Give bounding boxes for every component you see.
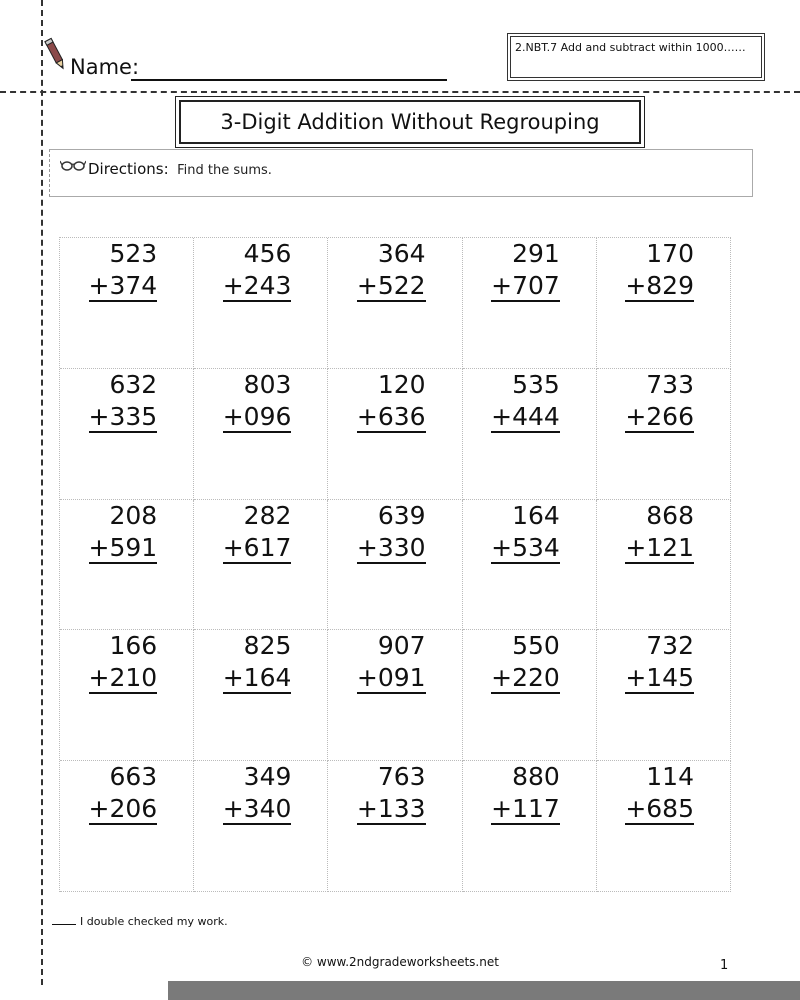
addend-bottom: +591 [88,532,158,562]
problem-cell [328,369,462,500]
addend-bottom: +206 [88,794,158,824]
addition-problem [223,238,292,302]
problem-cell [597,500,731,631]
cut-line-horizontal [0,91,800,93]
addend-bottom: +522 [356,271,426,300]
addition-problem [89,369,158,433]
addition-problem [223,630,292,694]
glasses-icon [60,158,86,172]
addition-problem [491,238,560,302]
addend-bottom: +220 [491,663,560,693]
addend-top: 120 [377,369,426,399]
addition-problem [223,500,292,564]
addend-top: 733 [646,369,694,399]
problem-cell [194,500,328,631]
addend-bottom: +374 [88,271,158,300]
addition-problem [625,761,694,825]
problem-cell [328,630,462,761]
directions-text: Find the sums. [177,163,272,178]
addend-bottom: +707 [491,271,560,300]
addend-bottom: +210 [88,663,158,693]
addition-problem [89,761,158,825]
addition-problem [223,369,292,433]
addend-bottom: +164 [222,663,292,693]
problem-cell [194,630,328,761]
standard-text: 2.NBT.7 Add and subtract within 1000…… [510,36,762,78]
addend-top: 825 [243,631,292,661]
addend-bottom: +133 [356,794,426,824]
addition-problem [625,369,694,433]
addend-top: 164 [512,500,560,530]
addend-bottom: +121 [625,532,694,562]
problem-cell [463,761,597,892]
addition-problem [357,761,426,825]
problem-cell [463,630,597,761]
problem-cell [328,238,462,369]
addend-bottom: +266 [625,401,694,431]
problem-cell [194,761,328,892]
problem-cell [60,500,194,631]
addend-bottom: +685 [625,794,694,824]
bottom-bar [168,981,800,1000]
problem-cell [463,369,597,500]
problem-cell [60,630,194,761]
problem-cell [597,369,731,500]
addend-bottom: +145 [625,663,694,693]
standard-box [507,33,765,81]
addend-bottom: +444 [491,401,560,431]
self-check-blank[interactable] [52,924,76,925]
addend-top: 166 [109,631,158,661]
addend-top: 907 [377,631,426,661]
addend-bottom: +617 [222,532,292,562]
addend-top: 632 [109,369,158,399]
addend-top: 880 [512,762,560,792]
addend-top: 803 [243,369,292,399]
addend-top: 456 [243,239,292,268]
addition-problem [223,761,292,825]
addend-top: 364 [377,239,426,268]
self-check-text: I double checked my work. [80,915,228,928]
addend-bottom: +091 [356,663,426,693]
addend-top: 550 [512,631,560,661]
addition-problem [625,238,694,302]
addend-top: 663 [109,762,158,792]
addition-problem [89,500,158,564]
problem-cell [60,369,194,500]
copyright-footer: © www.2ndgradeworksheets.net [301,955,499,969]
addend-bottom: +243 [222,271,292,300]
addend-top: 349 [243,762,292,792]
problem-cell [328,761,462,892]
problem-cell [463,500,597,631]
problem-cell [463,238,597,369]
addition-problem [357,630,426,694]
addend-bottom: +829 [625,271,694,300]
addition-problem [89,630,158,694]
addition-problem [491,761,560,825]
directions-box [49,149,753,197]
addend-top: 535 [512,369,560,399]
self-check [52,915,228,928]
addition-problem [491,630,560,694]
addend-bottom: +340 [222,794,292,824]
addition-problem [357,238,426,302]
problem-cell [597,238,731,369]
pencil-icon [44,36,68,72]
addition-problem [491,500,560,564]
addend-top: 282 [243,500,292,530]
addition-problem [357,500,426,564]
addition-problem [89,238,158,302]
addition-problem [625,500,694,564]
addend-top: 763 [377,762,426,792]
addend-bottom: +117 [491,794,560,824]
problem-grid [59,237,731,892]
addend-bottom: +335 [88,401,158,431]
addend-bottom: +330 [356,532,426,562]
addend-top: 523 [109,239,158,268]
addend-top: 114 [646,762,694,792]
problem-cell [597,630,731,761]
addend-bottom: +534 [491,532,560,562]
problem-cell [194,369,328,500]
addend-bottom: +636 [356,401,426,431]
problem-cell [60,238,194,369]
cut-line-vertical [41,0,43,985]
addition-problem [491,369,560,433]
name-field-line[interactable] [131,79,447,81]
addend-top: 208 [109,500,158,530]
page-number: 1 [720,958,729,973]
addend-bottom: +096 [222,401,292,431]
problem-cell [597,761,731,892]
page-title: 3-Digit Addition Without Regrouping [179,100,641,144]
addend-top: 291 [512,239,560,268]
addition-problem [357,369,426,433]
addend-top: 639 [377,500,426,530]
name-label: Name: [70,55,140,79]
addition-problem [625,630,694,694]
addend-top: 868 [646,500,694,530]
directions-label: Directions: [88,160,169,178]
title-box [175,96,645,148]
problem-cell [328,500,462,631]
problem-cell [60,761,194,892]
problem-cell [194,238,328,369]
addend-top: 732 [646,631,694,661]
addend-top: 170 [646,239,694,268]
